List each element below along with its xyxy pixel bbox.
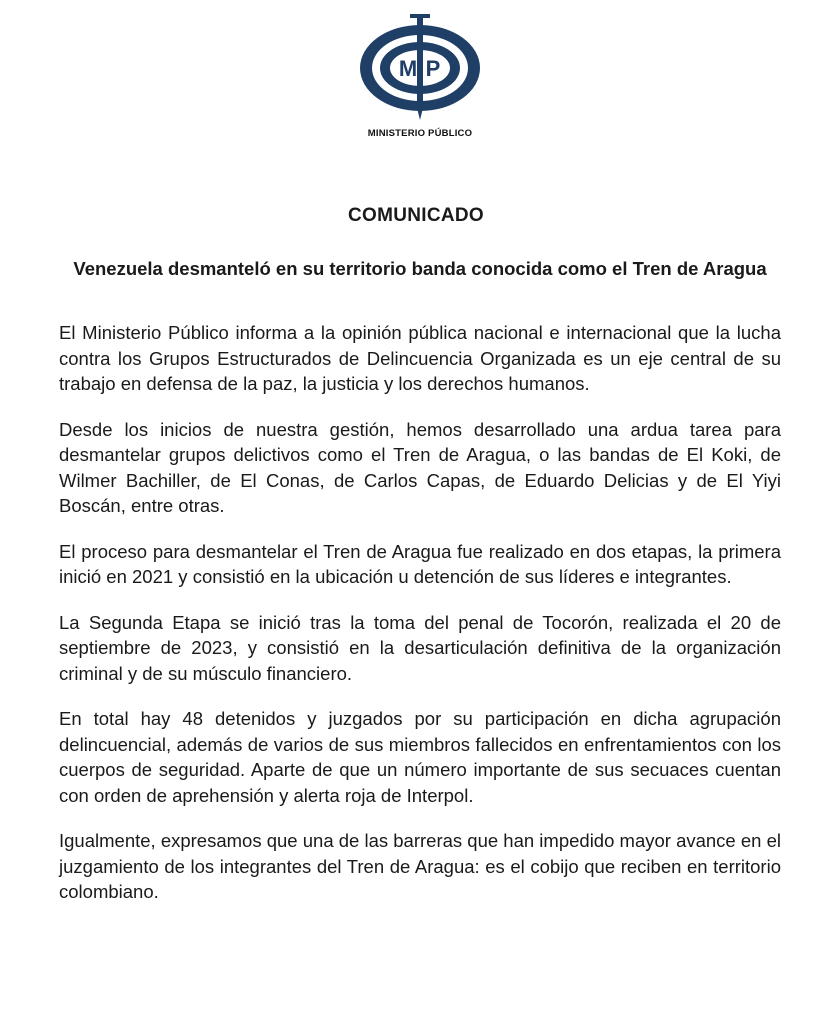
logo-caption: MINISTERIO PÚBLICO xyxy=(367,128,473,139)
logo-letter-m: M xyxy=(398,56,418,81)
logo-emblem xyxy=(340,10,500,130)
paragraph: El Ministerio Público informa a la opinión pública nacional e internacional que la lucha contra los Grupos Estructurados de Delincuencia Organizada es un eje central de su trabajo en defensa de la paz, la justicia y los derechos humanos. xyxy=(59,322,781,394)
sword-blade-icon xyxy=(417,14,423,104)
sword-guard-icon xyxy=(410,14,430,18)
paragraph: Igualmente, expresamos que una de las barreras que han impedido mayor avance en el juzgamiento de los integrantes del Tren de Aragua: es el cobijo que reciben en territorio colombiano. xyxy=(59,830,781,902)
document-subtitle: Venezuela desmanteló en su territorio banda conocida como el Tren de Aragua xyxy=(73,258,767,279)
paragraph: Desde los inicios de nuestra gestión, hemos desarrollado una ardua tarea para desmantelar grupos delictivos como el Tren de Aragua, o las bandas de El Koki, de Wilmer Bachiller, de El Conas, de Carlos Capas, de Eduardo Delicias y de El Yiyi Boscán, entre otras. xyxy=(59,418,781,516)
sword-tip-icon xyxy=(416,104,424,120)
document-body xyxy=(59,320,781,925)
document-heading: COMUNICADO xyxy=(348,205,484,226)
logo-letter-p: P xyxy=(425,56,441,81)
paragraph: En total hay 48 detenidos y juzgados por su participación en dicha agrupación delincuencial, además de varios de sus miembros fallecidos en enfrentamientos con los cuerpos de seguridad. Aparte de que un número importante de sus secuaces cuentan con orden de aprehensión y alerta roja de Interpol. xyxy=(59,708,781,806)
ministerio-publico-logo xyxy=(340,10,500,145)
paragraph: El proceso para desmantelar el Tren de Aragua fue realizado en dos etapas, la primera inició en 2021 y consistió en la ubicación u detención de sus líderes e integrantes. xyxy=(59,540,781,587)
paragraph: La Segunda Etapa se inició tras la toma del penal de Tocorón, realizada el 20 de septiembre de 2023, y consistió en la desarticulación definitiva de la organización criminal y de su músculo financiero. xyxy=(59,611,781,684)
